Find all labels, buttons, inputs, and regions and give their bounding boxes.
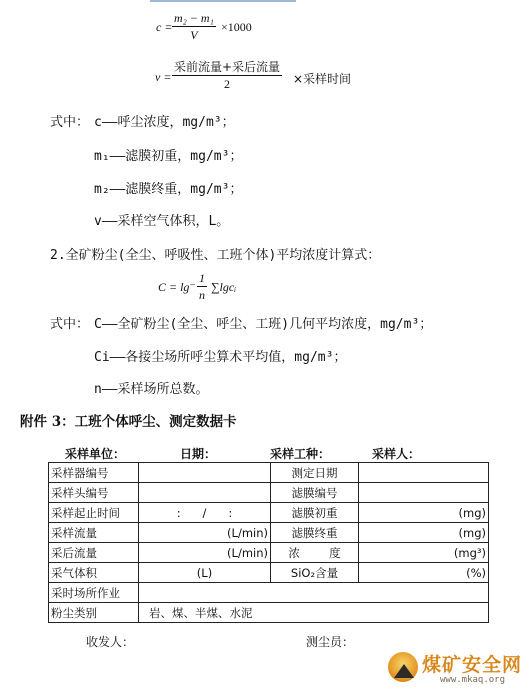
card-cell-label: 采后流量 <box>49 543 139 563</box>
formula1-tail: ×1000 <box>221 20 252 34</box>
formula3-denominator: n <box>199 288 205 302</box>
card-cell-value: (mg³) <box>359 543 489 563</box>
where2-lead: 式中： <box>50 317 90 332</box>
card-cell-value: 岩、煤、半煤、水泥 <box>139 603 489 623</box>
where1-line: c——呼尘浓度，mg/m³； <box>94 115 235 130</box>
formula3-fraction <box>197 270 207 303</box>
formula3-tail: ∑lgcᵢ <box>211 280 237 294</box>
table-row <box>49 543 489 563</box>
formula3-numerator: 1 <box>199 271 205 285</box>
formula2-lhs: v = <box>155 70 172 84</box>
card-header-job: 采样工种： <box>270 447 331 461</box>
formula1-numerator: m₂ − m₁ <box>174 11 214 25</box>
formula2-tail: ×采样时间 <box>293 72 352 86</box>
card-header-unit: 采样单位： <box>65 447 126 461</box>
card-cell-label: 采样起止时间 <box>49 503 139 523</box>
formula2-fraction <box>172 59 282 92</box>
card-cell-label: 采气体积 <box>49 563 139 583</box>
table-row <box>49 603 489 623</box>
card-cell-label: 测定日期 <box>271 463 359 483</box>
card-cell-value: (L) <box>139 563 271 583</box>
where1-line: m₂——滤膜终重，mg/m³； <box>94 182 243 197</box>
formula2-numerator: 采前流量+采后流量 <box>174 60 281 74</box>
where2-line: C——全矿粉尘(全尘、呼尘、工班)几何平均浓度，mg/m³； <box>94 317 433 332</box>
watermark-brand: 煤矿安全网 <box>422 654 523 676</box>
watermark-logo <box>388 648 528 688</box>
card-cell-value <box>139 463 271 483</box>
card-header-person: 采样人： <box>372 447 421 461</box>
where1-lead: 式中： <box>50 115 90 130</box>
card-cell-label: 采样器编号 <box>49 463 139 483</box>
card-cell-value: (%) <box>359 563 489 583</box>
card-cell-value <box>359 463 489 483</box>
card-cell-value <box>139 583 489 603</box>
where1-line: m₁——滤膜初重，mg/m³； <box>94 149 243 164</box>
card-cell-label: 滤膜终重 <box>271 523 359 543</box>
mountain-icon <box>394 664 414 678</box>
card-cell-value <box>139 483 271 503</box>
section2-heading: 2.全矿粉尘(全尘、呼吸性、工班个体)平均浓度计算式： <box>50 248 381 263</box>
card-cell-label: 浓 度 <box>271 543 359 563</box>
formula1-denominator: V <box>190 28 198 42</box>
table-row <box>49 463 489 483</box>
table-row <box>49 563 489 583</box>
table-row <box>49 483 489 503</box>
where2-line: Ci——各接尘场所呼尘算术平均值，mg/m³； <box>94 350 347 365</box>
card-cell-label: 采时场所作业 <box>49 583 139 603</box>
formula2-denominator: 2 <box>224 77 231 91</box>
table-row <box>49 583 489 603</box>
top-accent-bar <box>150 0 296 2</box>
where2-line: n——采样场所总数。 <box>94 382 209 397</box>
card-cell-label: 滤膜编号 <box>271 483 359 503</box>
watermark-url: www.mkaq.org <box>440 675 506 685</box>
card-cell-value: (L/min) <box>139 543 271 563</box>
table-row <box>49 503 489 523</box>
card-cell-label: 滤膜初重 <box>271 503 359 523</box>
appendix-title: 附件 3：工班个体呼尘、测定数据卡 <box>20 414 237 430</box>
formula1-lhs: c = <box>156 20 173 34</box>
card-cell-value: (mg) <box>359 523 489 543</box>
card-cell-label: 粉尘类别 <box>49 603 139 623</box>
table-row <box>49 523 489 543</box>
dust-data-card <box>48 462 489 623</box>
formula3-lhs: C = lg⁻ <box>158 280 196 294</box>
footer-tester: 测尘员： <box>306 635 355 649</box>
card-cell-value: (L/min) <box>139 523 271 543</box>
card-header-date: 日期： <box>180 447 217 461</box>
where1-line: v——采样空气体积，L。 <box>94 214 230 229</box>
footer-receiver: 收发人： <box>86 635 135 649</box>
card-cell-label: 采样头编号 <box>49 483 139 503</box>
card-cell-label: SiO₂含量 <box>271 563 359 583</box>
card-cell-label: 采样流量 <box>49 523 139 543</box>
formula1-fraction <box>172 10 216 43</box>
card-cell-value: : / : <box>139 503 271 523</box>
card-cell-value <box>359 483 489 503</box>
card-cell-value: (mg) <box>359 503 489 523</box>
